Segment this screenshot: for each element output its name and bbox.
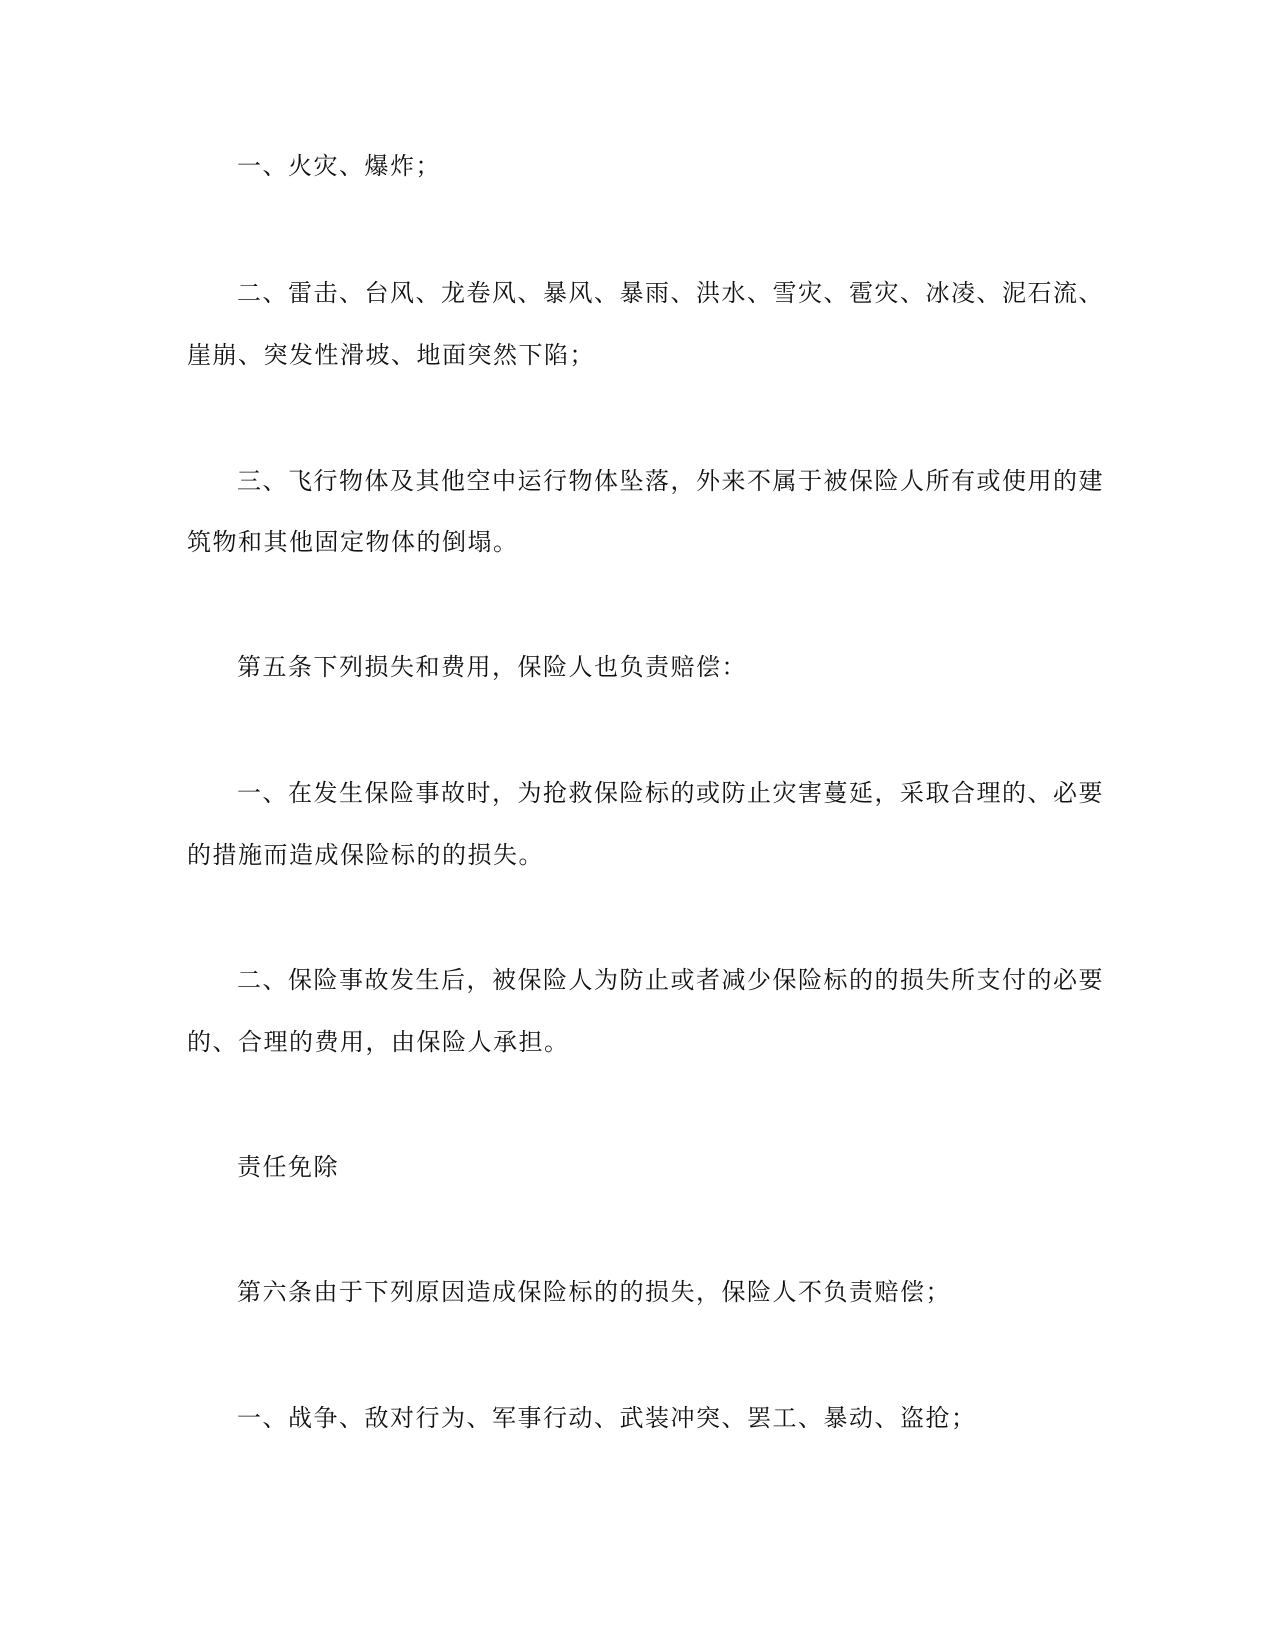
paragraph-5-line-2: 的措施而造成保险标的的损失。 [187, 841, 544, 869]
paragraph-6-line-1: 二、保险事故发生后，被保险人为防止或者减少保险标的的损失所支付的必要 [237, 966, 1104, 994]
paragraph-5-line-1: 一、在发生保险事故时，为抢救保险标的或防止灾害蔓延，采取合理的、必要 [237, 779, 1104, 807]
section-heading-exclusions: 责任免除 [237, 1153, 339, 1181]
paragraph-2-line-2: 崖崩、突发性滑坡、地面突然下陷； [187, 341, 595, 369]
article-6-heading: 第六条由于下列原因造成保险标的的损失，保险人不负责赔偿； [237, 1278, 951, 1306]
paragraph-9-line-1: 一、战争、敌对行为、军事行动、武装冲突、罢工、暴动、盗抢； [237, 1404, 977, 1432]
paragraph-3-line-2: 筑物和其他固定物体的倒塌。 [187, 528, 519, 556]
paragraph-6-line-2: 的、合理的费用，由保险人承担。 [187, 1028, 570, 1056]
paragraph-1-line-1: 一、火灾、爆炸； [237, 152, 441, 180]
paragraph-2-line-1: 二、雷击、台风、龙卷风、暴风、暴雨、洪水、雪灾、雹灾、冰凌、泥石流、 [237, 279, 1104, 307]
article-5-heading: 第五条下列损失和费用，保险人也负责赔偿： [237, 653, 747, 681]
paragraph-3-line-1: 三、飞行物体及其他空中运行物体坠落，外来不属于被保险人所有或使用的建 [237, 467, 1104, 495]
